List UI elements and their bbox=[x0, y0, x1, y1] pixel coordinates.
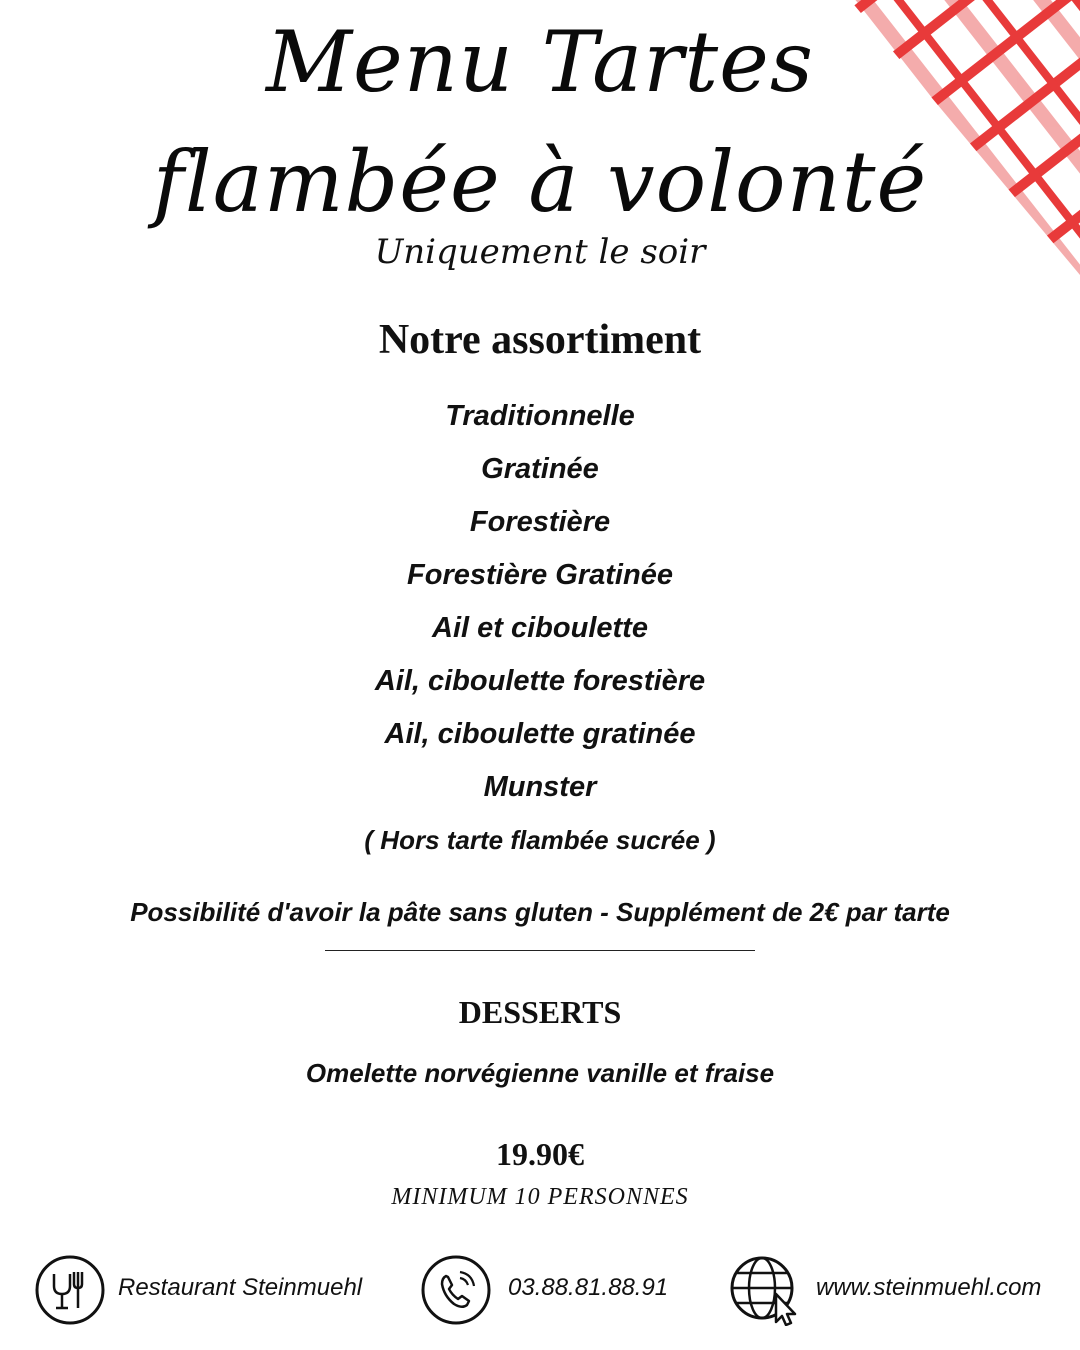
contact-footer bbox=[0, 1248, 1080, 1328]
menu-title-line1: Menu Tartes bbox=[266, 13, 814, 111]
list-item: Gratinée bbox=[481, 453, 599, 485]
list-item: Ail et ciboulette bbox=[432, 612, 648, 644]
minimum-persons-note: MINIMUM 10 PERSONNES bbox=[391, 1184, 689, 1210]
globe-cursor-icon bbox=[728, 1254, 800, 1326]
list-item: Forestière bbox=[469, 506, 611, 538]
restaurant-name: Restaurant Steinmuehl bbox=[118, 1274, 363, 1301]
desserts-heading: DESSERTS bbox=[458, 994, 622, 1030]
price: 19.90€ bbox=[496, 1136, 584, 1172]
section-divider bbox=[325, 950, 755, 951]
list-item: Ail, ciboulette forestière bbox=[374, 665, 706, 697]
list-item: Munster bbox=[483, 771, 597, 803]
assortment-list bbox=[0, 395, 1080, 872]
list-item: Ail, ciboulette gratinée bbox=[384, 718, 696, 750]
phone-icon bbox=[420, 1254, 492, 1326]
website-link[interactable]: www.steinmuehl.com bbox=[816, 1274, 1042, 1301]
menu-title-line2: flambée à volonté bbox=[152, 133, 928, 231]
phone-number[interactable]: 03.88.81.88.91 bbox=[508, 1274, 669, 1301]
list-item: Forestière Gratinée bbox=[407, 559, 673, 591]
gluten-free-note: Possibilité d'avoir la pâte sans gluten - Supplément de 2€ par tarte bbox=[130, 897, 950, 927]
assortment-heading: Notre assortiment bbox=[378, 317, 702, 363]
menu-subtitle: Uniquement le soir bbox=[374, 232, 706, 272]
list-item-note: ( Hors tarte flambée sucrée ) bbox=[364, 825, 716, 855]
cutlery-icon bbox=[34, 1254, 106, 1326]
dessert-item: Omelette norvégienne vanille et fraise bbox=[305, 1058, 775, 1088]
list-item: Traditionnelle bbox=[445, 400, 635, 432]
